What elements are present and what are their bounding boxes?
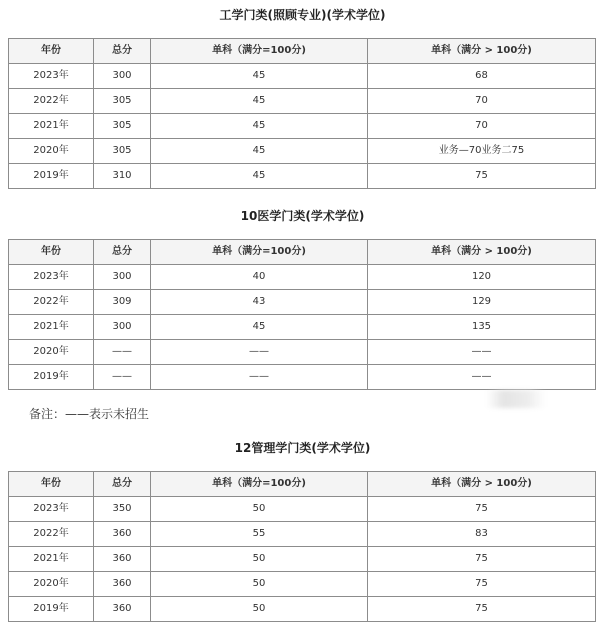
column-header-single-100: 单科（满分=100分) — [151, 39, 368, 64]
score-table-medicine — [8, 239, 596, 390]
cell-total: 305 — [94, 139, 151, 164]
table-row — [9, 365, 596, 390]
cell-year: 2020年 — [9, 340, 94, 365]
cell-single-over-100: 120 — [368, 265, 596, 290]
cell-year: 2022年 — [9, 290, 94, 315]
cell-total: 360 — [94, 547, 151, 572]
table-row — [9, 597, 596, 622]
cell-single-100: 50 — [151, 572, 368, 597]
table-row — [9, 497, 596, 522]
cell-year: 2023年 — [9, 265, 94, 290]
table-row — [9, 89, 596, 114]
table-row — [9, 290, 596, 315]
cell-year: 2019年 — [9, 365, 94, 390]
cell-total: —— — [94, 340, 151, 365]
table-row — [9, 265, 596, 290]
table-row — [9, 572, 596, 597]
cell-year: 2020年 — [9, 139, 94, 164]
cell-year: 2021年 — [9, 547, 94, 572]
cell-single-100: —— — [151, 365, 368, 390]
section-title-management: 12管理学门类(学术学位) — [234, 441, 371, 455]
cell-single-over-100: —— — [368, 365, 596, 390]
cell-total: 360 — [94, 572, 151, 597]
cell-single-100: 45 — [151, 315, 368, 340]
column-header-year: 年份 — [9, 240, 94, 265]
column-header-year: 年份 — [9, 472, 94, 497]
cell-single-over-100: 75 — [368, 547, 596, 572]
cell-single-over-100: 75 — [368, 597, 596, 622]
section-title-engineering: 工学门类(照顾专业)(学术学位) — [219, 8, 386, 22]
cell-year: 2021年 — [9, 114, 94, 139]
cell-year: 2019年 — [9, 597, 94, 622]
table-header-row — [9, 472, 596, 497]
table-row — [9, 64, 596, 89]
table-note: 备注：——表示未招生 — [29, 407, 150, 421]
cell-single-100: 45 — [151, 164, 368, 189]
cell-total: 300 — [94, 265, 151, 290]
cell-year: 2021年 — [9, 315, 94, 340]
table-row — [9, 522, 596, 547]
column-header-total: 总分 — [94, 240, 151, 265]
table-row — [9, 340, 596, 365]
cell-year: 2019年 — [9, 164, 94, 189]
cell-single-over-100: 68 — [368, 64, 596, 89]
cell-single-100: 50 — [151, 547, 368, 572]
cell-total: 309 — [94, 290, 151, 315]
cell-single-over-100: 70 — [368, 89, 596, 114]
table-row — [9, 139, 596, 164]
table-row — [9, 164, 596, 189]
cell-total: 305 — [94, 114, 151, 139]
cell-single-100: 43 — [151, 290, 368, 315]
cell-single-over-100: 75 — [368, 164, 596, 189]
cell-total: 300 — [94, 315, 151, 340]
cell-single-over-100: 83 — [368, 522, 596, 547]
cell-single-100: 50 — [151, 497, 368, 522]
cell-single-100: 45 — [151, 89, 368, 114]
cell-year: 2022年 — [9, 89, 94, 114]
cell-total: 360 — [94, 597, 151, 622]
section-title-medicine: 10医学门类(学术学位) — [240, 209, 365, 223]
cell-single-over-100: 业务—70业务二75 — [368, 139, 596, 164]
cell-single-100: 45 — [151, 64, 368, 89]
blurred-watermark — [486, 390, 546, 408]
column-header-single-100: 单科（满分=100分) — [151, 472, 368, 497]
cell-single-100: 40 — [151, 265, 368, 290]
cell-single-100: 50 — [151, 597, 368, 622]
cell-single-100: 55 — [151, 522, 368, 547]
cell-year: 2022年 — [9, 522, 94, 547]
column-header-single-over-100: 单科（满分 > 100分) — [368, 472, 596, 497]
column-header-total: 总分 — [94, 472, 151, 497]
cell-year: 2023年 — [9, 64, 94, 89]
cell-single-over-100: 135 — [368, 315, 596, 340]
table-row — [9, 547, 596, 572]
cell-single-100: 45 — [151, 114, 368, 139]
score-table-management — [8, 471, 596, 622]
cell-year: 2023年 — [9, 497, 94, 522]
cell-total: 360 — [94, 522, 151, 547]
column-header-single-over-100: 单科（满分 > 100分) — [368, 240, 596, 265]
cell-total: —— — [94, 365, 151, 390]
table-header-row — [9, 240, 596, 265]
table-row — [9, 315, 596, 340]
cell-single-100: 45 — [151, 139, 368, 164]
score-table-engineering — [8, 38, 596, 189]
cell-single-over-100: 129 — [368, 290, 596, 315]
column-header-total: 总分 — [94, 39, 151, 64]
cell-total: 310 — [94, 164, 151, 189]
cell-single-over-100: —— — [368, 340, 596, 365]
table-header-row — [9, 39, 596, 64]
cell-total: 350 — [94, 497, 151, 522]
cell-single-over-100: 70 — [368, 114, 596, 139]
cell-single-over-100: 75 — [368, 572, 596, 597]
cell-single-over-100: 75 — [368, 497, 596, 522]
cell-single-100: —— — [151, 340, 368, 365]
cell-year: 2020年 — [9, 572, 94, 597]
cell-total: 305 — [94, 89, 151, 114]
column-header-single-over-100: 单科（满分 > 100分) — [368, 39, 596, 64]
cell-total: 300 — [94, 64, 151, 89]
column-header-year: 年份 — [9, 39, 94, 64]
table-row — [9, 114, 596, 139]
column-header-single-100: 单科（满分=100分) — [151, 240, 368, 265]
